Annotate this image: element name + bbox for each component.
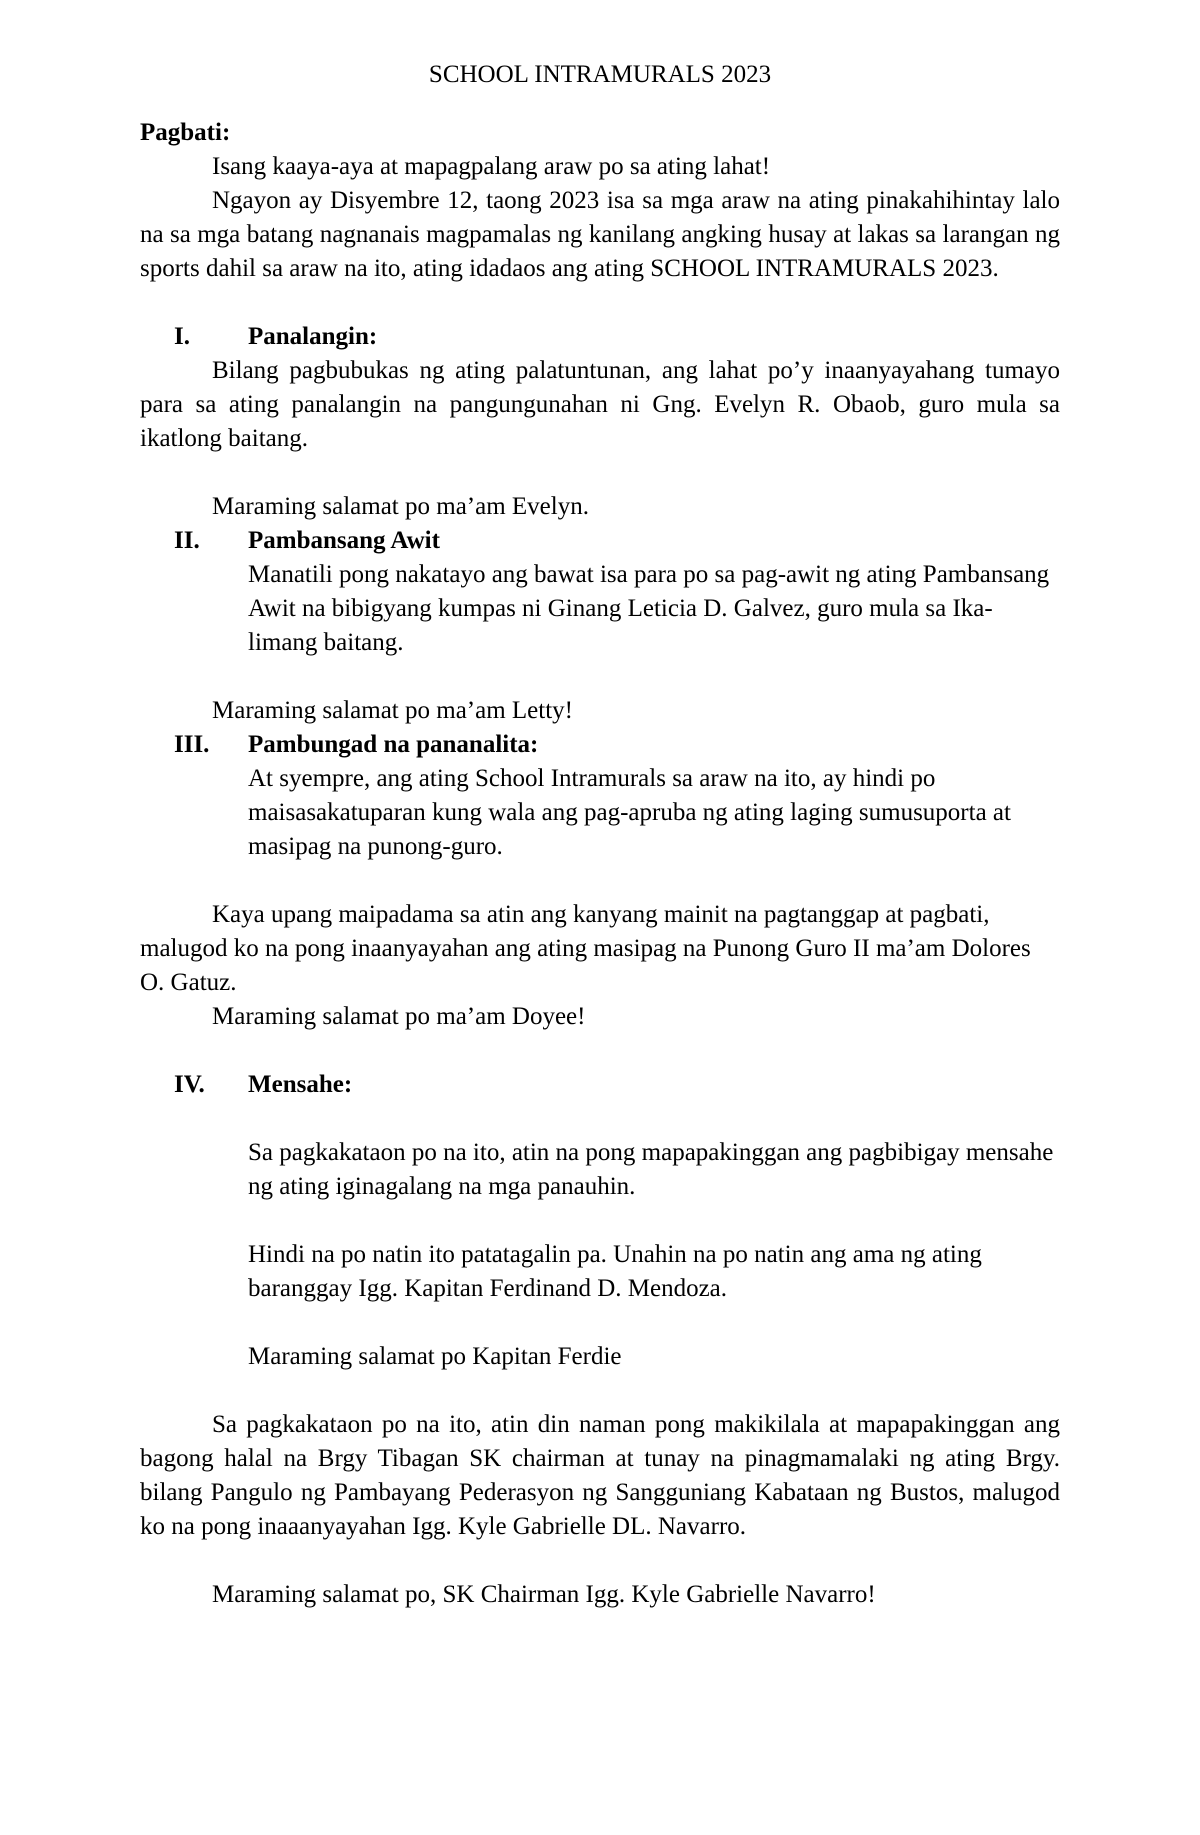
spacer bbox=[140, 1374, 1060, 1408]
spacer bbox=[140, 1544, 1060, 1578]
spacer bbox=[140, 456, 1060, 490]
spacer bbox=[140, 1102, 1060, 1136]
section-number: I. bbox=[174, 323, 190, 350]
section-heading-pambansang-awit bbox=[140, 524, 1060, 558]
section-heading-panalangin bbox=[140, 320, 1060, 354]
section-thanks: Maraming salamat po ma’am Letty! bbox=[212, 697, 573, 724]
document-page bbox=[140, 58, 1060, 1612]
spacer bbox=[140, 286, 1060, 320]
section-thanks: Maraming salamat po ma’am Evelyn. bbox=[212, 493, 589, 520]
section-number: III. bbox=[174, 731, 210, 758]
section-body: Maraming salamat po Kapitan Ferdie bbox=[248, 1343, 622, 1370]
spacer bbox=[140, 1306, 1060, 1340]
spacer bbox=[140, 1034, 1060, 1068]
section-heading-mensahe bbox=[140, 1068, 1060, 1102]
section-title: Mensahe: bbox=[248, 1071, 353, 1098]
section-body: Sa pagkakataon po na ito, atin na pong mapapakinggan ang pagbibigay mensahe ng ating iginagalang na mga panauhin. bbox=[248, 1139, 1054, 1200]
section-paragraph: Sa pagkakataon po na ito, atin din naman pong makikilala at mapapakinggan ang bagong halal na Brgy Tibagan SK chairman at tunay na pinagmamalaki ng ating Brgy. bilang Pangulo ng Pambayang Pederasyon ng Sangguniang Kabataan ng Bustos, malugod ko na pong inaaanyayahan Igg. Kyle Gabrielle DL. Navarro. bbox=[140, 1411, 1060, 1540]
greeting-line: Isang kaaya-aya at mapagpalang araw po sa ating lahat! bbox=[212, 153, 771, 180]
section-thanks: Maraming salamat po, SK Chairman Igg. Kyle Gabrielle Navarro! bbox=[212, 1581, 876, 1608]
greeting-label: Pagbati: bbox=[140, 119, 231, 146]
section-body: At syempre, ang ating School Intramurals sa araw na ito, ay hindi po maisasakatuparan kung wala ang pag-apruba ng ating laging sumusuporta at masipag na punong-guro. bbox=[248, 765, 1011, 860]
section-heading-pambungad bbox=[140, 728, 1060, 762]
spacer bbox=[140, 660, 1060, 694]
section-number: II. bbox=[174, 527, 200, 554]
spacer bbox=[140, 1204, 1060, 1238]
spacer bbox=[140, 864, 1060, 898]
section-title: Pambansang Awit bbox=[248, 527, 440, 554]
greeting-paragraph: Ngayon ay Disyembre 12, taong 2023 isa sa mga araw na ating pinakahihintay lalo na sa mga batang nagnanais magpamalas ng kanilang angking husay at lakas sa larangan ng sports dahil sa araw na ito, ating idadaos ang ating SCHOOL INTRAMURALS 2023. bbox=[140, 187, 1060, 282]
document-title: SCHOOL INTRAMURALS 2023 bbox=[428, 61, 772, 88]
section-body: Hindi na po natin ito patatagalin pa. Unahin na po natin ang ama ng ating baranggay Igg. Kapitan Ferdinand D. Mendoza. bbox=[248, 1241, 982, 1302]
section-thanks: Maraming salamat po ma’am Doyee! bbox=[212, 1003, 586, 1030]
section-title: Panalangin: bbox=[248, 323, 378, 350]
section-body: Manatili pong nakatayo ang bawat isa para po sa pag-awit ng ating Pambansang Awit na bibigyang kumpas ni Ginang Leticia D. Galvez, guro mula sa Ika-limang baitang. bbox=[248, 561, 1050, 656]
section-body: Bilang pagbubukas ng ating palatuntunan, ang lahat po’y inaanyayahang tumayo para sa ating panalangin na pangungunahan ni Gng. Evelyn R. Obaob, guro mula sa ikatlong baitang. bbox=[140, 357, 1060, 452]
section-paragraph: Kaya upang maipadama sa atin ang kanyang mainit na pagtanggap at pagbati, malugod ko na pong inaanyayahan ang ating masipag na Punong Guro II ma’am Dolores O. Gatuz. bbox=[140, 901, 1031, 996]
section-number: IV. bbox=[174, 1071, 205, 1098]
section-title: Pambungad na pananalita: bbox=[248, 731, 539, 758]
